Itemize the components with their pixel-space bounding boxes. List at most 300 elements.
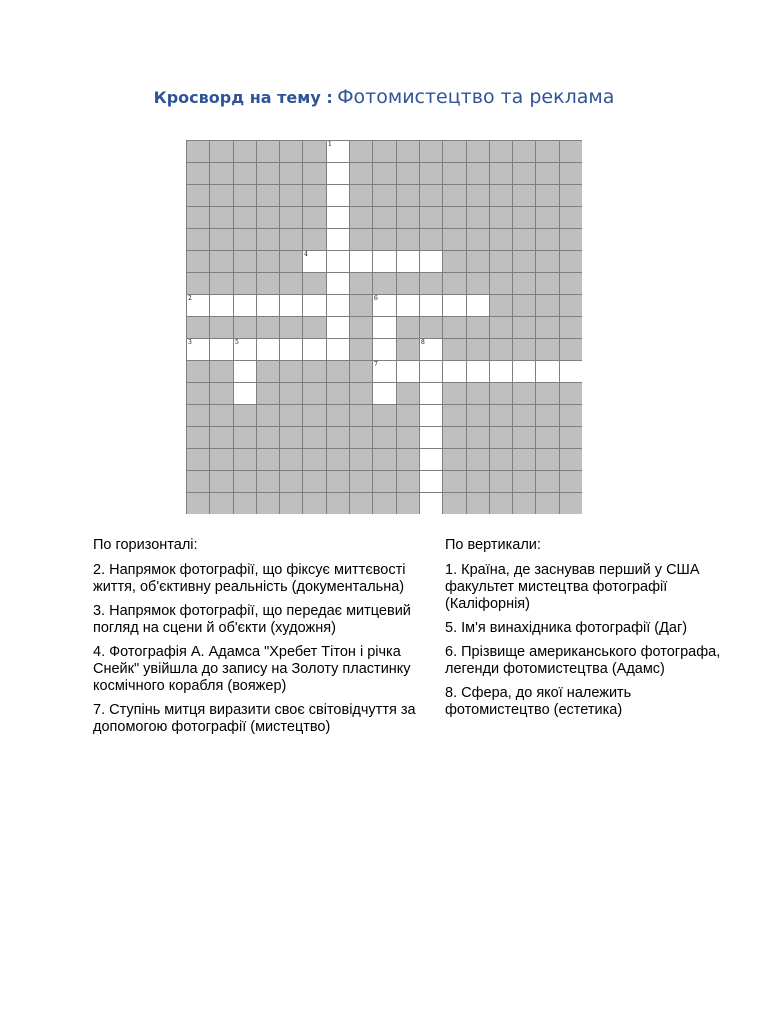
crossword-cell-blocked xyxy=(443,471,466,492)
crossword-cell-blocked xyxy=(327,427,349,448)
crossword-cell-open[interactable] xyxy=(397,251,419,272)
crossword-cell-blocked xyxy=(280,471,302,492)
crossword-cell-open[interactable] xyxy=(210,295,233,316)
crossword-cell-blocked xyxy=(513,207,535,228)
crossword-cell-blocked xyxy=(443,449,466,470)
crossword-cell-blocked xyxy=(467,383,489,404)
crossword-cell-blocked xyxy=(373,273,396,294)
crossword-cell-blocked xyxy=(234,141,256,162)
crossword-cell-open[interactable] xyxy=(327,273,349,294)
crossword-cell-blocked xyxy=(280,141,302,162)
crossword-cell-blocked xyxy=(420,185,442,206)
crossword-cell-blocked xyxy=(234,273,256,294)
crossword-cell-blocked xyxy=(187,383,209,404)
crossword-cell-blocked xyxy=(397,449,419,470)
crossword-cell-blocked xyxy=(327,471,349,492)
crossword-cell-blocked xyxy=(397,185,419,206)
crossword-cell-blocked xyxy=(536,295,559,316)
crossword-cell-open[interactable] xyxy=(420,295,442,316)
crossword-cell-blocked xyxy=(234,207,256,228)
crossword-cell-blocked xyxy=(420,273,442,294)
crossword-cell-blocked xyxy=(187,185,209,206)
crossword-cell-blocked xyxy=(536,339,559,360)
crossword-cell-blocked xyxy=(350,383,372,404)
crossword-cell-blocked xyxy=(327,383,349,404)
crossword-cell-open[interactable] xyxy=(187,295,209,316)
crossword-cell-blocked xyxy=(397,229,419,250)
crossword-cell-blocked xyxy=(373,207,396,228)
title-lead: Кросворд на тему : xyxy=(153,88,333,107)
crossword-cell-blocked xyxy=(350,273,372,294)
crossword-cell-blocked xyxy=(443,163,466,184)
crossword-cell-blocked xyxy=(397,427,419,448)
crossword-cell-blocked xyxy=(234,471,256,492)
crossword-cell-blocked xyxy=(536,427,559,448)
crossword-cell-blocked xyxy=(513,273,535,294)
crossword-cell-blocked xyxy=(443,251,466,272)
crossword-cell-blocked xyxy=(490,207,512,228)
crossword-cell-blocked xyxy=(467,471,489,492)
crossword-cell-open[interactable] xyxy=(303,339,326,360)
crossword-cell-blocked xyxy=(373,163,396,184)
crossword-cell-blocked xyxy=(536,229,559,250)
crossword-cell-blocked xyxy=(350,405,372,426)
crossword-cell-open[interactable] xyxy=(420,251,442,272)
crossword-cell-blocked xyxy=(490,185,512,206)
crossword-cell-blocked xyxy=(257,471,279,492)
crossword-cell-open[interactable] xyxy=(420,383,442,404)
crossword-cell-open[interactable] xyxy=(280,295,302,316)
crossword-cell-blocked xyxy=(234,449,256,470)
clue-number: 6 xyxy=(374,295,378,302)
crossword-cell-blocked xyxy=(257,383,279,404)
crossword-cell-blocked xyxy=(257,141,279,162)
crossword-cell-blocked xyxy=(350,449,372,470)
crossword-cell-blocked xyxy=(373,229,396,250)
clue-number: 2 xyxy=(188,295,192,302)
crossword-cell-blocked xyxy=(327,449,349,470)
crossword-cell-blocked xyxy=(303,141,326,162)
crossword-cell-blocked xyxy=(490,163,512,184)
crossword-cell-blocked xyxy=(187,361,209,382)
crossword-cell-blocked xyxy=(280,273,302,294)
crossword-cell-blocked xyxy=(513,141,535,162)
crossword-cell-blocked xyxy=(210,383,233,404)
crossword-cell-open[interactable] xyxy=(467,295,489,316)
crossword-cell-open[interactable] xyxy=(257,339,279,360)
crossword-cell-blocked xyxy=(536,251,559,272)
crossword-cell-open[interactable] xyxy=(327,141,349,162)
crossword-cell-blocked xyxy=(303,273,326,294)
page-title xyxy=(0,86,768,108)
crossword-cell-blocked xyxy=(490,427,512,448)
crossword-cell-blocked xyxy=(443,229,466,250)
crossword-cell-blocked xyxy=(234,493,256,514)
crossword-cell-blocked xyxy=(257,163,279,184)
crossword-cell-blocked xyxy=(187,493,209,514)
crossword-cell-blocked xyxy=(350,141,372,162)
crossword-cell-blocked xyxy=(303,317,326,338)
crossword-cell-blocked xyxy=(490,449,512,470)
crossword-cell-open[interactable] xyxy=(303,251,326,272)
crossword-cell-blocked xyxy=(560,405,582,426)
crossword-cell-blocked xyxy=(397,493,419,514)
crossword-cell-blocked xyxy=(397,207,419,228)
crossword-cell-blocked xyxy=(257,405,279,426)
crossword-cell-blocked xyxy=(350,317,372,338)
crossword-cell-blocked xyxy=(467,163,489,184)
crossword-cell-blocked xyxy=(443,383,466,404)
crossword-cell-blocked xyxy=(467,339,489,360)
crossword-cell-open[interactable] xyxy=(350,251,372,272)
across-heading: По горизонталі: xyxy=(93,537,198,553)
clue-number: 1 xyxy=(328,141,332,148)
crossword-cell-blocked xyxy=(536,207,559,228)
crossword-cell-blocked xyxy=(234,163,256,184)
crossword-cell-blocked xyxy=(210,361,233,382)
crossword-cell-blocked xyxy=(467,207,489,228)
crossword-cell-blocked xyxy=(350,427,372,448)
crossword-cell-blocked xyxy=(560,493,582,514)
crossword-cell-open[interactable] xyxy=(327,207,349,228)
crossword-cell-blocked xyxy=(280,449,302,470)
crossword-cell-blocked xyxy=(280,493,302,514)
crossword-cell-blocked xyxy=(280,251,302,272)
crossword-cell-blocked xyxy=(187,471,209,492)
crossword-cell-blocked xyxy=(280,229,302,250)
crossword-cell-open[interactable] xyxy=(187,339,209,360)
crossword-cell-blocked xyxy=(257,449,279,470)
crossword-cell-blocked xyxy=(257,251,279,272)
crossword-cell-blocked xyxy=(467,141,489,162)
crossword-cell-blocked xyxy=(257,427,279,448)
down-heading: По вертикали: xyxy=(445,537,541,553)
crossword-cell-blocked xyxy=(187,229,209,250)
crossword-cell-blocked xyxy=(187,405,209,426)
crossword-cell-blocked xyxy=(420,141,442,162)
crossword-cell-blocked xyxy=(513,317,535,338)
crossword-cell-blocked xyxy=(420,207,442,228)
crossword-cell-blocked xyxy=(350,229,372,250)
crossword-cell-blocked xyxy=(350,339,372,360)
crossword-cell-blocked xyxy=(536,449,559,470)
crossword-cell-open[interactable] xyxy=(234,339,256,360)
crossword-cell-blocked xyxy=(420,317,442,338)
crossword-cell-blocked xyxy=(187,449,209,470)
clue-across-2: 2. Напрямок фотографії, що фіксує миттєвості життя, об'єктивну реальність (документальна) xyxy=(93,562,406,595)
down-clues xyxy=(445,537,735,726)
across-clues xyxy=(93,537,433,743)
crossword-cell-blocked xyxy=(257,273,279,294)
crossword-cell-blocked xyxy=(373,493,396,514)
crossword-cell-blocked xyxy=(303,471,326,492)
crossword-cell-open[interactable] xyxy=(373,251,396,272)
crossword-cell-blocked xyxy=(187,427,209,448)
crossword-cell-open[interactable] xyxy=(327,295,349,316)
crossword-cell-blocked xyxy=(560,383,582,404)
crossword-cell-open[interactable] xyxy=(420,427,442,448)
crossword-cell-open[interactable] xyxy=(536,361,559,382)
crossword-cell-open[interactable] xyxy=(327,317,349,338)
crossword-grid xyxy=(186,140,582,514)
crossword-cell-blocked xyxy=(490,229,512,250)
crossword-cell-blocked xyxy=(397,163,419,184)
crossword-cell-blocked xyxy=(443,493,466,514)
crossword-cell-blocked xyxy=(303,163,326,184)
crossword-cell-blocked xyxy=(350,493,372,514)
crossword-cell-blocked xyxy=(210,427,233,448)
crossword-cell-blocked xyxy=(490,383,512,404)
crossword-cell-blocked xyxy=(373,471,396,492)
crossword-cell-blocked xyxy=(560,229,582,250)
crossword-cell-blocked xyxy=(536,163,559,184)
crossword-cell-blocked xyxy=(280,427,302,448)
crossword-cell-blocked xyxy=(513,427,535,448)
crossword-cell-blocked xyxy=(234,185,256,206)
crossword-cell-blocked xyxy=(373,449,396,470)
clue-number: 4 xyxy=(304,251,308,258)
crossword-cell-open[interactable] xyxy=(327,339,349,360)
crossword-cell-blocked xyxy=(350,185,372,206)
crossword-cell-open[interactable] xyxy=(443,361,466,382)
crossword-cell-blocked xyxy=(234,251,256,272)
crossword-cell-blocked xyxy=(303,229,326,250)
crossword-cell-blocked xyxy=(210,317,233,338)
crossword-cell-blocked xyxy=(560,185,582,206)
crossword-cell-open[interactable] xyxy=(327,163,349,184)
crossword-cell-open[interactable] xyxy=(373,295,396,316)
crossword-cell-blocked xyxy=(560,251,582,272)
crossword-cell-blocked xyxy=(560,273,582,294)
crossword-cell-blocked xyxy=(536,405,559,426)
crossword-cell-blocked xyxy=(187,317,209,338)
crossword-cell-blocked xyxy=(467,273,489,294)
crossword-cell-blocked xyxy=(397,405,419,426)
crossword-cell-blocked xyxy=(397,383,419,404)
crossword-cell-blocked xyxy=(513,229,535,250)
crossword-cell-blocked xyxy=(560,427,582,448)
crossword-cell-blocked xyxy=(490,295,512,316)
crossword-cell-blocked xyxy=(490,493,512,514)
crossword-cell-blocked xyxy=(257,317,279,338)
crossword-cell-open[interactable] xyxy=(420,361,442,382)
crossword-cell-blocked xyxy=(257,361,279,382)
crossword-cell-blocked xyxy=(443,185,466,206)
crossword-cell-open[interactable] xyxy=(397,361,419,382)
crossword-cell-blocked xyxy=(257,229,279,250)
crossword-cell-blocked xyxy=(490,405,512,426)
crossword-cell-blocked xyxy=(443,427,466,448)
crossword-cell-open[interactable] xyxy=(280,339,302,360)
crossword-cell-blocked xyxy=(210,163,233,184)
crossword-cell-blocked xyxy=(210,471,233,492)
crossword-cell-blocked xyxy=(373,405,396,426)
crossword-cell-blocked xyxy=(397,471,419,492)
crossword-cell-blocked xyxy=(303,493,326,514)
crossword-cell-open[interactable] xyxy=(397,295,419,316)
crossword-cell-blocked xyxy=(234,317,256,338)
crossword-cell-open[interactable] xyxy=(420,339,442,360)
crossword-cell-blocked xyxy=(210,273,233,294)
crossword-cell-open[interactable] xyxy=(373,361,396,382)
crossword-cell-open[interactable] xyxy=(234,383,256,404)
crossword-cell-blocked xyxy=(303,207,326,228)
crossword-cell-blocked xyxy=(467,251,489,272)
crossword-cell-blocked xyxy=(513,449,535,470)
crossword-cell-blocked xyxy=(560,163,582,184)
crossword-cell-blocked xyxy=(490,317,512,338)
crossword-cell-blocked xyxy=(467,493,489,514)
crossword-cell-blocked xyxy=(210,449,233,470)
crossword-cell-open[interactable] xyxy=(443,295,466,316)
crossword-cell-blocked xyxy=(234,229,256,250)
crossword-cell-blocked xyxy=(210,251,233,272)
clue-down-6: 6. Прізвище американського фотографа, легенди фотомистецтва (Адамс) xyxy=(445,644,721,677)
clue-number: 8 xyxy=(421,339,425,346)
crossword-cell-blocked xyxy=(513,251,535,272)
crossword-cell-blocked xyxy=(280,207,302,228)
crossword-cell-blocked xyxy=(536,141,559,162)
crossword-cell-blocked xyxy=(210,141,233,162)
crossword-cell-blocked xyxy=(536,471,559,492)
crossword-cell-blocked xyxy=(443,339,466,360)
crossword-cell-blocked xyxy=(210,405,233,426)
crossword-cell-blocked xyxy=(350,207,372,228)
crossword-cell-blocked xyxy=(560,339,582,360)
crossword-cell-blocked xyxy=(373,427,396,448)
crossword-cell-blocked xyxy=(560,471,582,492)
crossword-cell-blocked xyxy=(187,163,209,184)
crossword-cell-open[interactable] xyxy=(513,361,535,382)
crossword-cell-blocked xyxy=(373,141,396,162)
crossword-cell-open[interactable] xyxy=(327,229,349,250)
crossword-cell-blocked xyxy=(303,383,326,404)
crossword-cell-blocked xyxy=(490,471,512,492)
clue-down-8: 8. Сфера, до якої належить фотомистецтво (естетика) xyxy=(445,685,632,718)
crossword-cell-blocked xyxy=(536,317,559,338)
crossword-cell-blocked xyxy=(420,163,442,184)
crossword-cell-blocked xyxy=(536,383,559,404)
crossword-cell-blocked xyxy=(397,141,419,162)
crossword-cell-blocked xyxy=(513,383,535,404)
crossword-cell-blocked xyxy=(350,163,372,184)
crossword-cell-open[interactable] xyxy=(234,295,256,316)
crossword-cell-blocked xyxy=(280,317,302,338)
crossword-cell-blocked xyxy=(397,339,419,360)
crossword-cell-blocked xyxy=(303,405,326,426)
crossword-cell-blocked xyxy=(490,251,512,272)
crossword-cell-open[interactable] xyxy=(560,361,582,382)
crossword-cell-blocked xyxy=(187,251,209,272)
crossword-cell-blocked xyxy=(303,427,326,448)
crossword-cell-blocked xyxy=(513,295,535,316)
crossword-cell-blocked xyxy=(187,141,209,162)
crossword-cell-open[interactable] xyxy=(373,339,396,360)
crossword-cell-blocked xyxy=(467,405,489,426)
crossword-cell-blocked xyxy=(327,493,349,514)
crossword-cell-blocked xyxy=(397,317,419,338)
crossword-cell-blocked xyxy=(280,185,302,206)
crossword-cell-blocked xyxy=(257,493,279,514)
crossword-cell-open[interactable] xyxy=(490,361,512,382)
crossword-cell-blocked xyxy=(513,493,535,514)
crossword-cell-open[interactable] xyxy=(420,493,442,514)
crossword-cell-blocked xyxy=(443,207,466,228)
crossword-cell-blocked xyxy=(397,273,419,294)
crossword-cell-blocked xyxy=(257,185,279,206)
crossword-cell-blocked xyxy=(467,449,489,470)
crossword-cell-blocked xyxy=(490,273,512,294)
crossword-cell-blocked xyxy=(536,185,559,206)
crossword-cell-blocked xyxy=(210,229,233,250)
crossword-cell-blocked xyxy=(467,427,489,448)
clue-down-1: 1. Країна, де заснував перший у США факультет мистецтва фотографії (Каліфорнія) xyxy=(445,562,700,612)
title-topic: Фотомистецтво та реклама xyxy=(337,86,615,108)
crossword-cell-blocked xyxy=(560,317,582,338)
crossword-cell-blocked xyxy=(280,383,302,404)
clue-across-3: 3. Напрямок фотографії, що передає митцевий погляд на сцени й об'єкти (художня) xyxy=(93,603,411,636)
crossword-cell-blocked xyxy=(210,493,233,514)
crossword-cell-blocked xyxy=(467,229,489,250)
crossword-cell-blocked xyxy=(467,185,489,206)
clue-down-5: 5. Ім'я винахідника фотографії (Даг) xyxy=(445,620,688,636)
crossword-cell-blocked xyxy=(350,471,372,492)
clue-across-7: 7. Ступінь митця виразити своє світовідчуття за допомогою фотографії (мистецтво) xyxy=(93,702,416,735)
clue-number: 7 xyxy=(374,361,378,368)
clue-number: 5 xyxy=(235,339,239,346)
crossword-cell-blocked xyxy=(373,185,396,206)
crossword-cell-blocked xyxy=(234,427,256,448)
crossword-cell-open[interactable] xyxy=(420,405,442,426)
crossword-cell-blocked xyxy=(280,361,302,382)
crossword-cell-open[interactable] xyxy=(234,361,256,382)
crossword-cell-blocked xyxy=(350,295,372,316)
crossword-cell-blocked xyxy=(443,405,466,426)
crossword-cell-blocked xyxy=(560,295,582,316)
crossword-cell-blocked xyxy=(327,361,349,382)
crossword-cell-blocked xyxy=(536,493,559,514)
crossword-cell-open[interactable] xyxy=(420,471,442,492)
crossword-cell-open[interactable] xyxy=(373,317,396,338)
crossword-cell-open[interactable] xyxy=(420,449,442,470)
crossword-cell-blocked xyxy=(443,317,466,338)
crossword-cell-blocked xyxy=(560,449,582,470)
crossword-cell-blocked xyxy=(327,405,349,426)
crossword-cell-blocked xyxy=(560,207,582,228)
crossword-cell-blocked xyxy=(280,163,302,184)
crossword-cell-open[interactable] xyxy=(327,251,349,272)
crossword-cell-open[interactable] xyxy=(327,185,349,206)
crossword-cell-blocked xyxy=(420,229,442,250)
crossword-cell-open[interactable] xyxy=(373,383,396,404)
clue-number: 3 xyxy=(188,339,192,346)
crossword-cell-blocked xyxy=(536,273,559,294)
crossword-cell-blocked xyxy=(467,317,489,338)
crossword-cell-blocked xyxy=(513,185,535,206)
crossword-cell-blocked xyxy=(513,471,535,492)
crossword-cell-blocked xyxy=(210,185,233,206)
crossword-cell-open[interactable] xyxy=(210,339,233,360)
crossword-cell-blocked xyxy=(187,273,209,294)
crossword-cell-blocked xyxy=(187,207,209,228)
crossword-cell-blocked xyxy=(513,163,535,184)
crossword-cell-open[interactable] xyxy=(467,361,489,382)
crossword-cell-open[interactable] xyxy=(257,295,279,316)
crossword-cell-blocked xyxy=(303,361,326,382)
crossword-cell-blocked xyxy=(490,339,512,360)
crossword-cell-open[interactable] xyxy=(303,295,326,316)
clue-across-4: 4. Фотографія А. Адамса "Хребет Тітон і річка Снейк" увійшла до запису на Золоту пластинку космічного корабля (вояжер) xyxy=(93,644,411,694)
